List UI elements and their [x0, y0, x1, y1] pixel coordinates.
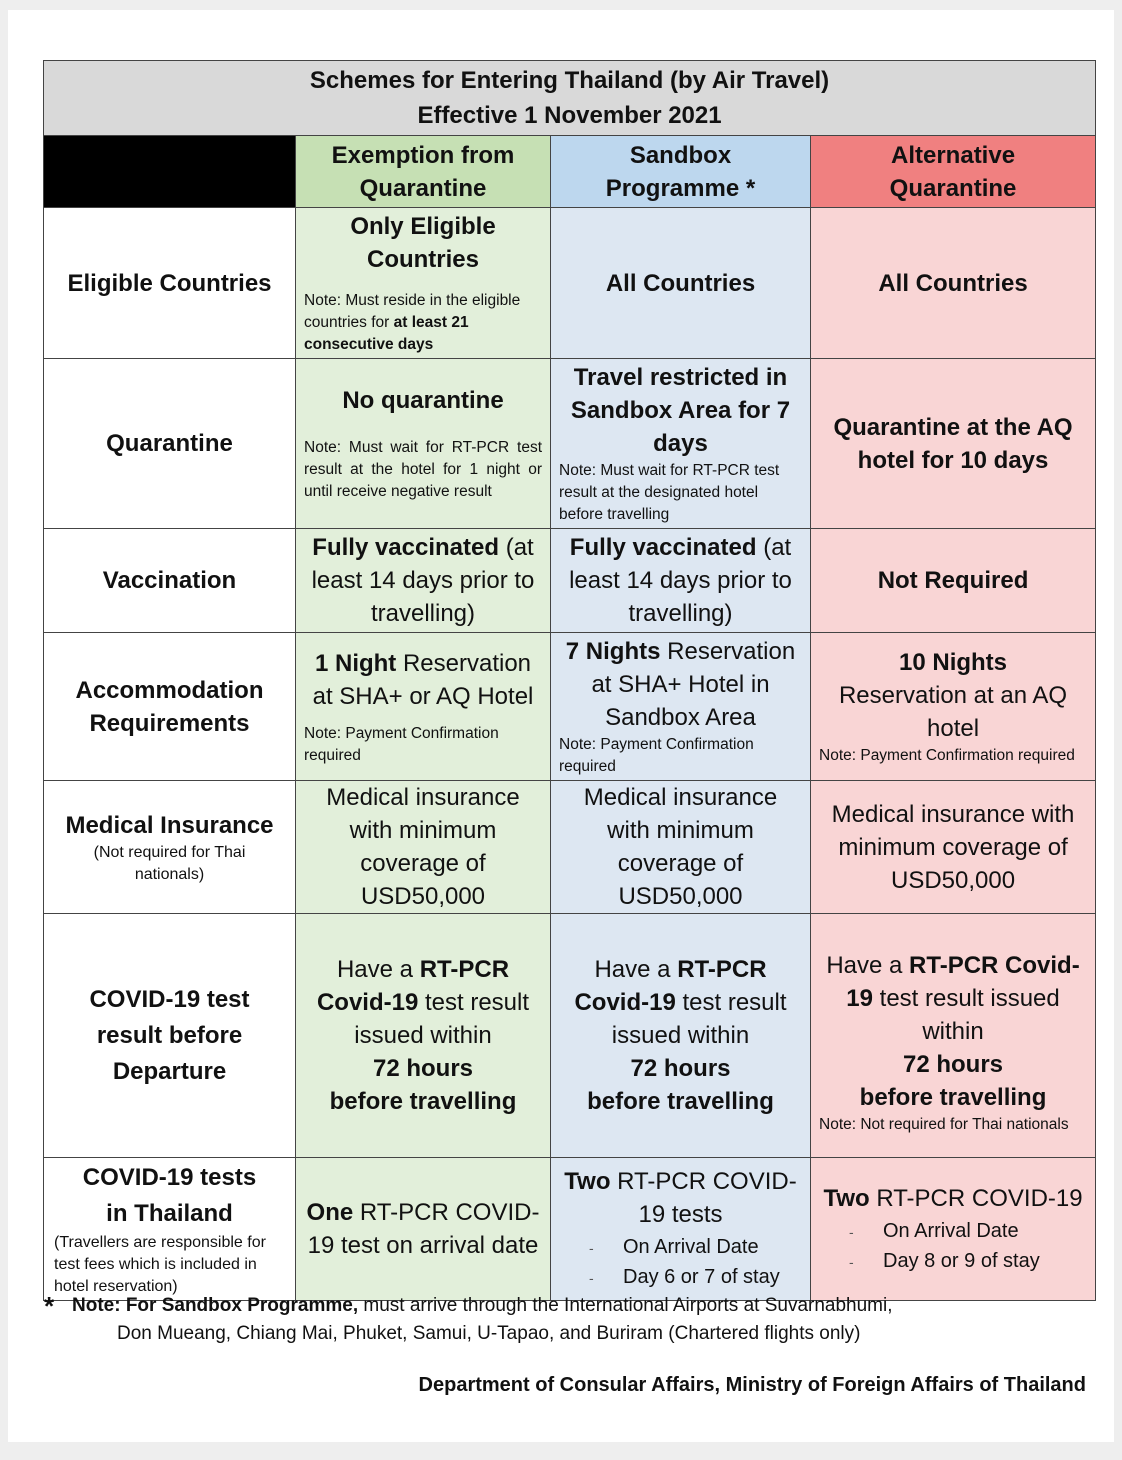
document-page — [8, 10, 1114, 1442]
test-before-alternative-hours: 72 hours — [903, 1051, 1004, 1078]
cell-eligible-sandbox: All Countries — [551, 208, 811, 359]
quarantine-sandbox-main: Travel restricted in Sandbox Area for 7 days — [570, 364, 791, 457]
cell-quarantine-alternative: Quarantine at the AQ hotel for 10 days — [811, 359, 1096, 529]
tests-thailand-label: COVID-19 tests in Thailand — [82, 1164, 257, 1227]
cell-eligible-exemption — [296, 208, 551, 359]
header-sandbox-line1: Sandbox — [629, 141, 732, 169]
test-before-exemption-before: before travelling — [329, 1088, 517, 1115]
row-quarantine — [44, 359, 1096, 529]
row-eligible-countries — [44, 208, 1096, 359]
list-item: - On Arrival Date — [849, 1217, 1087, 1247]
cell-accommodation-exemption: 1 Night Reservation at SHA+ or AQ Hotel Note: Payment Confirmation required — [296, 633, 551, 781]
header-exemption — [296, 136, 551, 208]
row-label-vaccination: Vaccination — [44, 529, 296, 633]
row-label-accommodation — [44, 633, 296, 781]
cell-vaccination-sandbox: Fully vaccinated (at least 14 days prior to travelling) — [551, 529, 811, 633]
cell-quarantine-exemption — [296, 359, 551, 529]
row-label-test-before: COVID-19 test result before Departure — [44, 914, 296, 1158]
cell-accommodation-alternative — [811, 633, 1096, 781]
test-before-sandbox-hours: 72 hours — [630, 1055, 731, 1082]
header-sandbox — [551, 136, 811, 208]
sandbox-footnote — [44, 1292, 1104, 1348]
department-credit: Department of Consular Affairs, Ministry of Foreign Affairs of Thailand — [418, 1374, 1086, 1396]
test-before-sandbox-before: before travelling — [587, 1088, 774, 1115]
row-covid-tests-thailand — [44, 1158, 1096, 1301]
header-sandbox-line2: Programme * — [605, 174, 756, 202]
cell-accommodation-sandbox: 7 Nights Reservation at SHA+ Hotel in Sandbox Area Note: Payment Confirmation required — [551, 633, 811, 781]
footnote-line-2: Don Mueang, Chiang Mai, Phuket, Samui, U-Tapao, and Buriram (Chartered flights only) — [117, 1323, 861, 1344]
tests-thailand-sandbox-list — [559, 1233, 802, 1293]
schemes-table — [43, 60, 1096, 1301]
row-label-insurance — [44, 781, 296, 914]
header-row — [44, 136, 1096, 208]
test-before-exemption-hours: 72 hours — [372, 1055, 474, 1082]
row-label-tests-thailand — [44, 1158, 296, 1301]
row-accommodation — [44, 633, 1096, 781]
cell-vaccination-alternative: Not Required — [811, 529, 1096, 633]
table-title — [44, 61, 1096, 136]
list-item: - On Arrival Date — [589, 1233, 802, 1263]
title-line-2: Effective 1 November 2021 — [417, 102, 722, 129]
header-exemption-line1: Exemption from — [331, 141, 515, 169]
cell-test-before-alternative: Have a RT-PCR Covid-19 test result issued within 72 hours before travelling Note: Not required for Thai nationals — [811, 914, 1096, 1158]
title-row — [44, 61, 1096, 136]
accommodation-exemption-note: Note: Payment Confirmation required — [304, 724, 499, 764]
cell-test-before-sandbox: Have a RT-PCR Covid-19 test result issued within 72 hours before travelling — [551, 914, 811, 1158]
list-item: - Day 6 or 7 of stay — [589, 1263, 802, 1293]
accommodation-label-line2: Requirements — [89, 709, 250, 737]
header-corner — [44, 136, 296, 208]
cell-tests-thailand-alternative: Two RT-PCR COVID-19 - On Arrival Date - Day 8 or 9 of stay — [811, 1158, 1096, 1301]
row-vaccination — [44, 529, 1096, 633]
quarantine-sandbox-note: Note: Must wait for RT-PCR test result at the designated hotel before travelling — [559, 462, 780, 523]
cell-insurance-sandbox: Medical insurance with minimum coverage of USD50,000 — [551, 781, 811, 914]
header-alternative-line2: Quarantine — [889, 174, 1017, 202]
tests-thailand-label-sub: (Travellers are responsible for test fees which is included in hotel reservation) — [54, 1234, 266, 1295]
accommodation-label-line1: Accommodation — [75, 676, 264, 704]
row-covid-test-before-departure — [44, 914, 1096, 1158]
row-label-eligible: Eligible Countries — [44, 208, 296, 359]
cell-insurance-alternative: Medical insurance with minimum coverage of USD50,000 — [811, 781, 1096, 914]
footnote-line-1: Note: For Sandbox Programme, must arrive through the International Airports at Suvarnabhumi, — [72, 1295, 893, 1316]
header-exemption-line2: Quarantine — [359, 174, 487, 202]
test-before-alternative-note: Note: Not required for Thai nationals — [819, 1116, 1069, 1133]
cell-quarantine-sandbox — [551, 359, 811, 529]
tests-thailand-alternative-list — [819, 1217, 1087, 1277]
eligible-exemption-note: Note: Must reside in the eligible countries for at least 21 consecutive days — [304, 292, 521, 353]
insurance-label: Medical Insurance — [65, 811, 274, 839]
accommodation-alternative-rest: Reservation at an AQ hotel — [838, 682, 1068, 742]
cell-tests-thailand-sandbox: Two RT-PCR COVID-19 tests - On Arrival Date - Day 6 or 7 of stay — [551, 1158, 811, 1301]
quarantine-exemption-note: Note: Must wait for RT-PCR test result at the hotel for 1 night or until receive negative result — [304, 439, 542, 500]
title-line-1: Schemes for Entering Thailand (by Air Travel) — [309, 67, 830, 94]
quarantine-exemption-main: No quarantine — [342, 387, 504, 414]
accommodation-alternative-note: Note: Payment Confirmation required — [819, 747, 1075, 764]
insurance-label-sub: (Not required for Thai nationals) — [93, 843, 246, 883]
header-alternative — [811, 136, 1096, 208]
header-alternative-line1: Alternative — [891, 141, 1016, 169]
accommodation-sandbox-note: Note: Payment Confirmation required — [559, 736, 754, 775]
cell-eligible-alternative: All Countries — [811, 208, 1096, 359]
accommodation-alternative-bold: 10 Nights — [899, 649, 1008, 676]
test-before-alternative-before: before travelling — [859, 1084, 1047, 1111]
cell-test-before-exemption: Have a RT-PCR Covid-19 test result issued within 72 hours before travelling — [296, 914, 551, 1158]
eligible-exemption-main: Only Eligible Countries — [350, 213, 496, 273]
row-medical-insurance — [44, 781, 1096, 914]
footnote-asterisk: * — [44, 1291, 55, 1321]
row-label-quarantine: Quarantine — [44, 359, 296, 529]
cell-insurance-exemption: Medical insurance with minimum coverage of USD50,000 — [296, 781, 551, 914]
cell-vaccination-exemption: Fully vaccinated (at least 14 days prior to travelling) — [296, 529, 551, 633]
cell-tests-thailand-exemption: One RT-PCR COVID-19 test on arrival date — [296, 1158, 551, 1301]
list-item: - Day 8 or 9 of stay — [849, 1247, 1087, 1277]
